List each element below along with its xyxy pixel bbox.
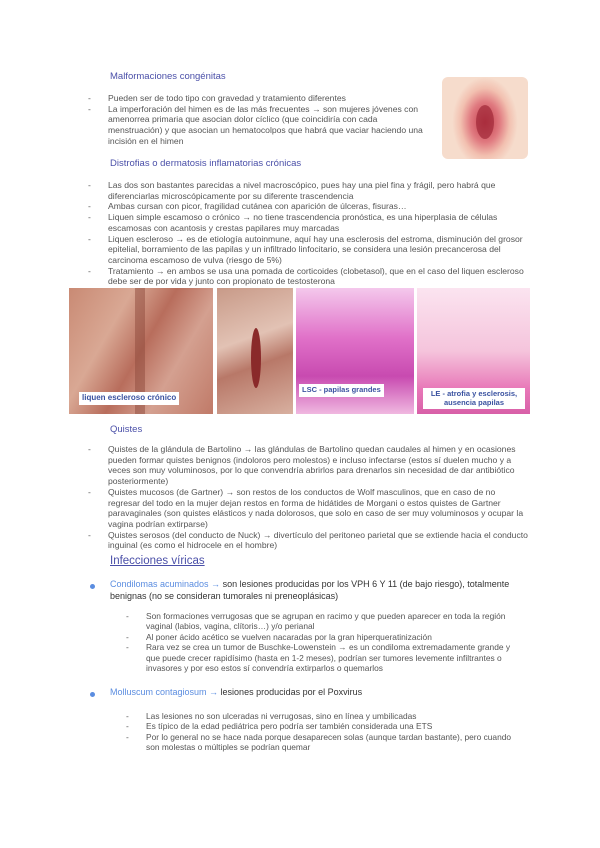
histology-label: LE - atrofia y esclerosis, ausencia papilas: [423, 388, 525, 409]
imperforate-hymen-photo: [442, 77, 528, 159]
molluscum-intro: [110, 687, 520, 699]
liquen-escleroso-photo: [217, 288, 293, 414]
condilomas-text: son lesiones producidas por los VPH 6 Y 11 (de bajo riesgo), totalmente benignas (no se consideran tumorales ni preneoplásicas): [110, 579, 510, 601]
list-item-text: Liquen simple escamoso o crónico → no tiene trascendencia pronóstica, es una hiperplasia de células escamosas con acantosis y crestas papilares muy marcadas: [108, 212, 498, 233]
list-item-text: Las dos son bastantes parecidas a nivel macroscópico, pues hay una piel fina y frágil, pero habrá que diferenciarlas microscópicamente por su diferente trascendencia: [108, 180, 496, 201]
malformaciones-list: [88, 93, 428, 147]
list-item: - Las dos son bastantes parecidas a nivel macroscópico, pues hay una piel fina y frágil, pero habrá que diferenciarlas microscópicamente por su diferente trascendencia: [88, 180, 496, 201]
list-item-text: Pueden ser de todo tipo con gravedad y tratamiento diferentes: [108, 93, 346, 103]
list-item: - Liquen simple escamoso o crónico → no tiene trascendencia pronóstica, es una hiperplasia de células escamosas con acantosis y crestas papilares muy marcadas: [88, 212, 498, 233]
list-item: - Quistes mucosos (de Gartner) → son restos de los conductos de Wolf masculinos, que en caso de no regresar del todo en la mujer dejan restos en forma de hidátides de Morgani o estos quistes de Gartner paravaginales (son quistes elásticos y nada dolorosos, que solo en caso de ser muy voluminosos y ocupar la vagina podrían extirparse): [88, 486, 524, 529]
distrofias-list: [88, 180, 528, 287]
bullet-dot: [90, 692, 95, 697]
photo-label: liquen escleroso crónico: [79, 392, 179, 405]
le-histology-image: [417, 288, 530, 414]
bullet-dot: [90, 584, 95, 589]
list-item: - Liquen escleroso → es de etiología autoinmune, aquí hay una esclerosis del estroma, disminución del grosor epitelial, borramiento de las papilas y un infiltrado linfocitario, se considera una lesión precancerosa del carcinoma escamoso de vulva (riesgo de 5%): [88, 233, 523, 265]
section-title-quistes: Quistes: [110, 424, 143, 435]
list-item: - Quistes de la glándula de Bartolino → las glándulas de Bartolino quedan caudales al himen y en ocasiones pueden formar quistes benignos (indoloros pero molestos) e incluso infectarse (estos sí duelen mucho y a veces son muy voluminosos, por lo que convendría abrirlos para drenarlos sin necesidad de dar antibiótico posteriormente): [88, 444, 516, 487]
list-item-text: Liquen escleroso → es de etiología autoinmune, aquí hay una esclerosis del estroma, disminución del grosor epitelial, borramiento de las papilas y un infiltrado linfocitario, se considera una lesión precancerosa del carcinoma escamoso de vulva (riesgo de 5%): [108, 233, 523, 265]
list-item: - Rara vez se crea un tumor de Buschke-Lowenstein → es un condiloma extremadamente grande y que puede crecer rapidísimo (hasta en 1-2 meses), podrían ser tumores levemente infiltrantes o invasores y por eso estos sí convendría extirparlos o quemarlos: [126, 642, 511, 674]
liquen-cronico-photo: [69, 288, 213, 414]
list-item-text: Rara vez se crea un tumor de Buschke-Lowenstein → es un condiloma extremadamente grande y que puede crecer rapidísimo (hasta en 1-2 meses), podrían ser tumores levemente infiltrantes o invasores y por eso estos sí convendría extirparlos o quemarlos: [146, 642, 511, 674]
quistes-list: [88, 444, 528, 551]
molluscum-list: [126, 711, 521, 753]
lsc-histology-image: [296, 288, 414, 414]
list-item: - Ambas cursan con picor, fragilidad cutánea con aparición de úlceras, fisuras…: [88, 201, 407, 212]
histology-label: LSC - papilas grandes: [299, 384, 384, 397]
molluscum-text: lesiones producidas por el Poxvirus: [218, 687, 363, 697]
list-item-text: Son formaciones verrugosas que se agrupan en racimo y que pueden aparecer en toda la región vaginal (labios, vagina, clítoris…) y/o perianal: [146, 611, 506, 632]
list-item-text: Por lo general no se hace nada porque desaparecen solas (aunque tardan bastante), pero cuando son molestas o múltiples se podrían quemar: [146, 731, 512, 753]
list-item: - Pueden ser de todo tipo con gravedad y tratamiento diferentes: [88, 93, 346, 103]
condilomas-link[interactable]: Condilomas acuminados →: [110, 579, 221, 589]
list-item: - Es típico de la edad pediátrica pero podría ser también considerada una ETS: [126, 721, 433, 732]
condilomas-list: [126, 611, 521, 673]
list-item: - Al poner ácido acético se vuelven nacaradas por la gran hiperqueratinización: [126, 631, 432, 642]
section-title-infecciones: Infecciones víricas: [110, 555, 205, 567]
list-item-text: Es típico de la edad pediátrica pero podría ser también considerada una ETS: [146, 721, 433, 732]
list-item: - Las lesiones no son ulceradas ni verrugosas, sino en línea y umbilicadas: [126, 711, 417, 721]
list-item-text: Quistes serosos (del conducto de Nuck) → divertículo del peritoneo parietal que se extiende hacia el conducto inguinal (es como el hidrocele en el hombre): [108, 529, 528, 551]
list-item-text: Tratamiento → en ambos se usa una pomada de corticoides (clobetasol), que en el caso del liquen escleroso debe ser de por vida y junto con propionato de testosterona: [108, 265, 524, 287]
list-item-text: Quistes mucosos (de Gartner) → son restos de los conductos de Wolf masculinos, que en caso de no regresar del todo en la mujer dejan restos en forma de hidátides de Morgani o estos quistes de Gartner paravaginales (son quistes elásticos y nada dolorosos, que solo en caso de ser muy voluminosos y ocupar la vagina podrían extirparse): [108, 486, 524, 529]
list-item-text: Las lesiones no son ulceradas ni verrugosas, sino en línea y umbilicadas: [146, 711, 417, 721]
list-item-text: Al poner ácido acético se vuelven nacaradas por la gran hiperqueratinización: [146, 631, 432, 642]
list-item: - Quistes serosos (del conducto de Nuck) → divertículo del peritoneo parietal que se extiende hacia el conducto inguinal (es como el hidrocele en el hombre): [88, 529, 528, 551]
list-item: - Tratamiento → en ambos se usa una pomada de corticoides (clobetasol), que en el caso del liquen escleroso debe ser de por vida y junto con propionato de testosterona: [88, 265, 524, 287]
list-item: - Son formaciones verrugosas que se agrupan en racimo y que pueden aparecer en toda la región vaginal (labios, vagina, clítoris…) y/o perianal: [126, 611, 506, 632]
list-item-text: La imperforación del himen es de las más frecuentes → son mujeres jóvenes con amenorrea primaria que asocian dolor cíclico (que coincidiría con cada menstruación) y que asocian un hematocolpos que habrá que vaciar haciendo una incisión en el himen: [108, 103, 423, 146]
list-item-text: Ambas cursan con picor, fragilidad cutánea con aparición de úlceras, fisuras…: [108, 201, 407, 212]
list-item: - Por lo general no se hace nada porque desaparecen solas (aunque tardan bastante), pero cuando son molestas o múltiples se podrían quemar: [126, 731, 512, 753]
section-title-malformaciones: Malformaciones congénitas: [110, 71, 226, 82]
list-item-text: Quistes de la glándula de Bartolino → las glándulas de Bartolino quedan caudales al himen y en ocasiones pueden formar quistes benignos (indoloros pero molestos) e incluso infectarse (estos sí duelen mucho y a veces son muy voluminosos, por lo que convendría abrirlos para drenarlos sin necesidad de dar antibiótico posteriormente): [108, 444, 516, 487]
condilomas-intro: [110, 579, 520, 602]
list-item: - La imperforación del himen es de las más frecuentes → son mujeres jóvenes con amenorrea primaria que asocian dolor cíclico (que coincidiría con cada menstruación) y que asocian un hematocolpos que habrá que vaciar haciendo una incisión en el himen: [88, 103, 423, 146]
molluscum-link[interactable]: Molluscum contagiosum →: [110, 687, 219, 697]
section-title-distrofias: Distrofias o dermatosis inflamatorias crónicas: [110, 158, 302, 169]
